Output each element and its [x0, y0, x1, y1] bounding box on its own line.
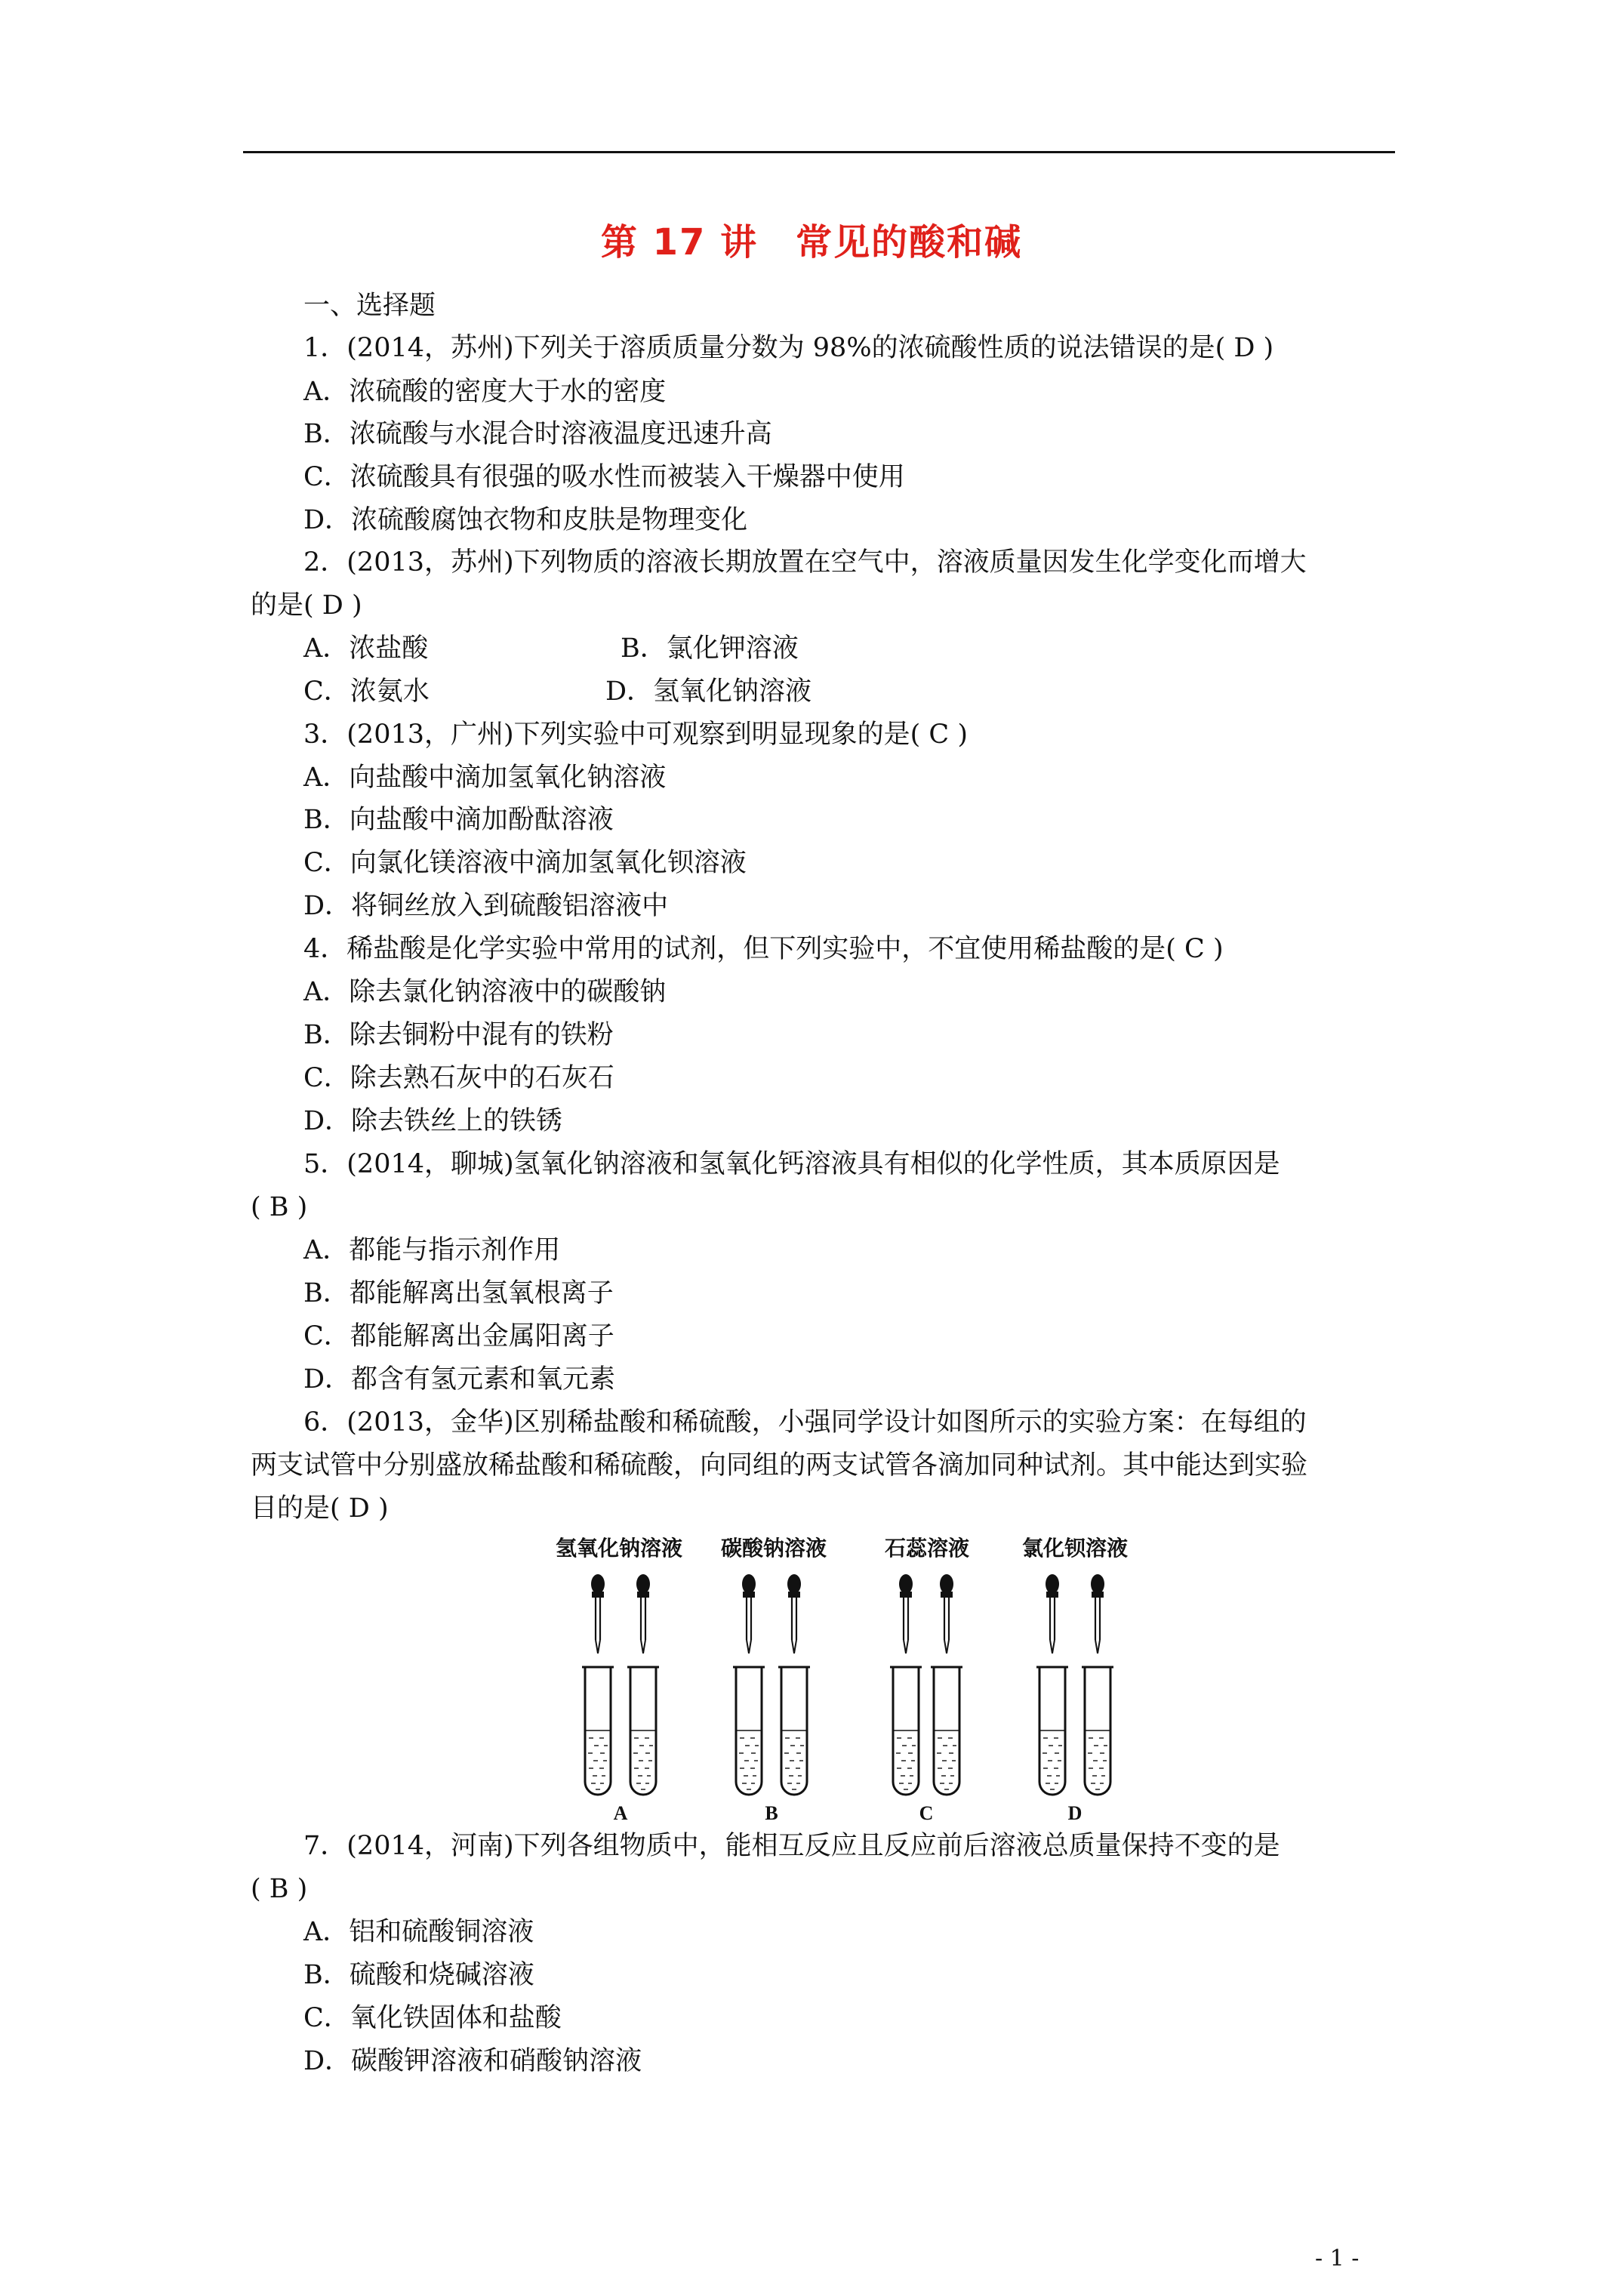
q6-stem-line1: 6．(2013，金华)区别稀盐酸和稀硫酸，小强同学设计如图所示的实验方案：在每组的	[303, 1407, 1307, 1438]
q6-stem-line2: 两支试管中分别盛放稀盐酸和稀硫酸，向同组的两支试管各滴加同种试剂。其中能达到实验	[251, 1450, 1308, 1481]
q5-stem-line2: ( B )	[251, 1192, 308, 1222]
q3-option-c: C．向氯化镁溶液中滴加氢氧化钡溶液	[303, 848, 747, 878]
q1-option-d: D．浓硫酸腐蚀衣物和皮肤是物理变化	[303, 505, 748, 535]
page-title: 第 17 讲 常见的酸和碱	[600, 221, 1023, 264]
q4-stem: 4．稀盐酸是化学实验中常用的试剂，但下列实验中，不宜使用稀盐酸的是( C )	[303, 934, 1224, 964]
q2-option-a: A．浓盐酸	[303, 633, 429, 664]
q5-option-b: B．都能解离出氢氧根离子	[303, 1278, 614, 1308]
q3-stem: 3．(2013，广州)下列实验中可观察到明显现象的是( C )	[303, 720, 968, 750]
q3-option-a: A．向盐酸中滴加氢氧化钠溶液	[303, 763, 667, 793]
q1-option-c: C．浓硫酸具有很强的吸水性而被装入干燥器中使用	[303, 462, 905, 492]
reagent-label-naoh: 氢氧化钠溶液	[555, 1536, 683, 1561]
option-label-b: B	[765, 1802, 778, 1824]
q7-option-b: B．硫酸和烧碱溶液	[303, 1960, 534, 1990]
q3-option-b: B．向盐酸中滴加酚酞溶液	[303, 805, 614, 835]
q3-option-d: D．将铜丝放入到硫酸铝溶液中	[303, 891, 669, 921]
option-label-a: A	[613, 1802, 628, 1824]
q6-stem-line3: 目的是( D )	[251, 1493, 389, 1524]
option-label-c: C	[919, 1802, 934, 1824]
reagent-label-na2co3: 碳酸钠溶液	[720, 1536, 827, 1561]
q7-stem-line2: ( B )	[251, 1874, 308, 1904]
q5-stem-line1: 5．(2014，聊城)氢氧化钠溶液和氢氧化钙溶液具有相似的化学性质，其本质原因是	[303, 1149, 1280, 1179]
q4-option-d: D．除去铁丝上的铁锈	[303, 1106, 563, 1136]
q2-stem-line1: 2．(2013，苏州)下列物质的溶液长期放置在空气中，溶液质量因发生化学变化而增大	[303, 547, 1307, 578]
tube-group-d	[1036, 1574, 1113, 1795]
test-tube-diagram	[544, 1533, 1147, 1827]
tube-group-c	[890, 1574, 962, 1795]
q7-stem-line1: 7．(2014，河南)下列各组物质中，能相互反应且反应前后溶液总质量保持不变的是	[303, 1831, 1280, 1861]
q7-option-d: D．碳酸钾溶液和硝酸钠溶液	[303, 2046, 642, 2076]
q5-option-a: A．都能与指示剂作用	[303, 1235, 561, 1265]
option-label-d: D	[1067, 1802, 1083, 1824]
section-heading: 一、选择题	[303, 291, 436, 321]
q5-option-d: D．都含有氢元素和氧元素	[303, 1364, 616, 1395]
test-tube-figure	[544, 1533, 1147, 1827]
q4-option-b: B．除去铜粉中混有的铁粉	[303, 1020, 614, 1050]
page-number: - 1 -	[1315, 2245, 1360, 2272]
tube-group-a	[582, 1574, 659, 1795]
q4-option-a: A．除去氯化钠溶液中的碳酸钠	[303, 977, 667, 1007]
q4-option-c: C．除去熟石灰中的石灰石	[303, 1063, 614, 1093]
reagent-label-litmus: 石蕊溶液	[884, 1536, 970, 1561]
q1-option-b: B．浓硫酸与水混合时溶液温度迅速升高	[303, 419, 772, 449]
tube-group-b	[733, 1574, 810, 1795]
reagent-label-bacl2: 氯化钡溶液	[1021, 1536, 1129, 1561]
q2-option-d: D．氢氧化钠溶液	[605, 676, 812, 707]
q2-option-c: C．浓氨水	[303, 676, 430, 707]
header-rule	[243, 151, 1395, 153]
q1-option-a: A．浓硫酸的密度大于水的密度	[303, 377, 667, 407]
q7-option-a: A．铝和硫酸铜溶液	[303, 1917, 534, 1947]
q2-stem-line2: 的是( D )	[251, 590, 362, 621]
q5-option-c: C．都能解离出金属阳离子	[303, 1321, 614, 1351]
q2-option-b: B．氯化钾溶液	[621, 633, 799, 664]
q7-option-c: C．氧化铁固体和盐酸	[303, 2003, 562, 2033]
q1-stem: 1．(2014，苏州)下列关于溶质质量分数为 98%的浓硫酸性质的说法错误的是( D )	[303, 333, 1274, 363]
